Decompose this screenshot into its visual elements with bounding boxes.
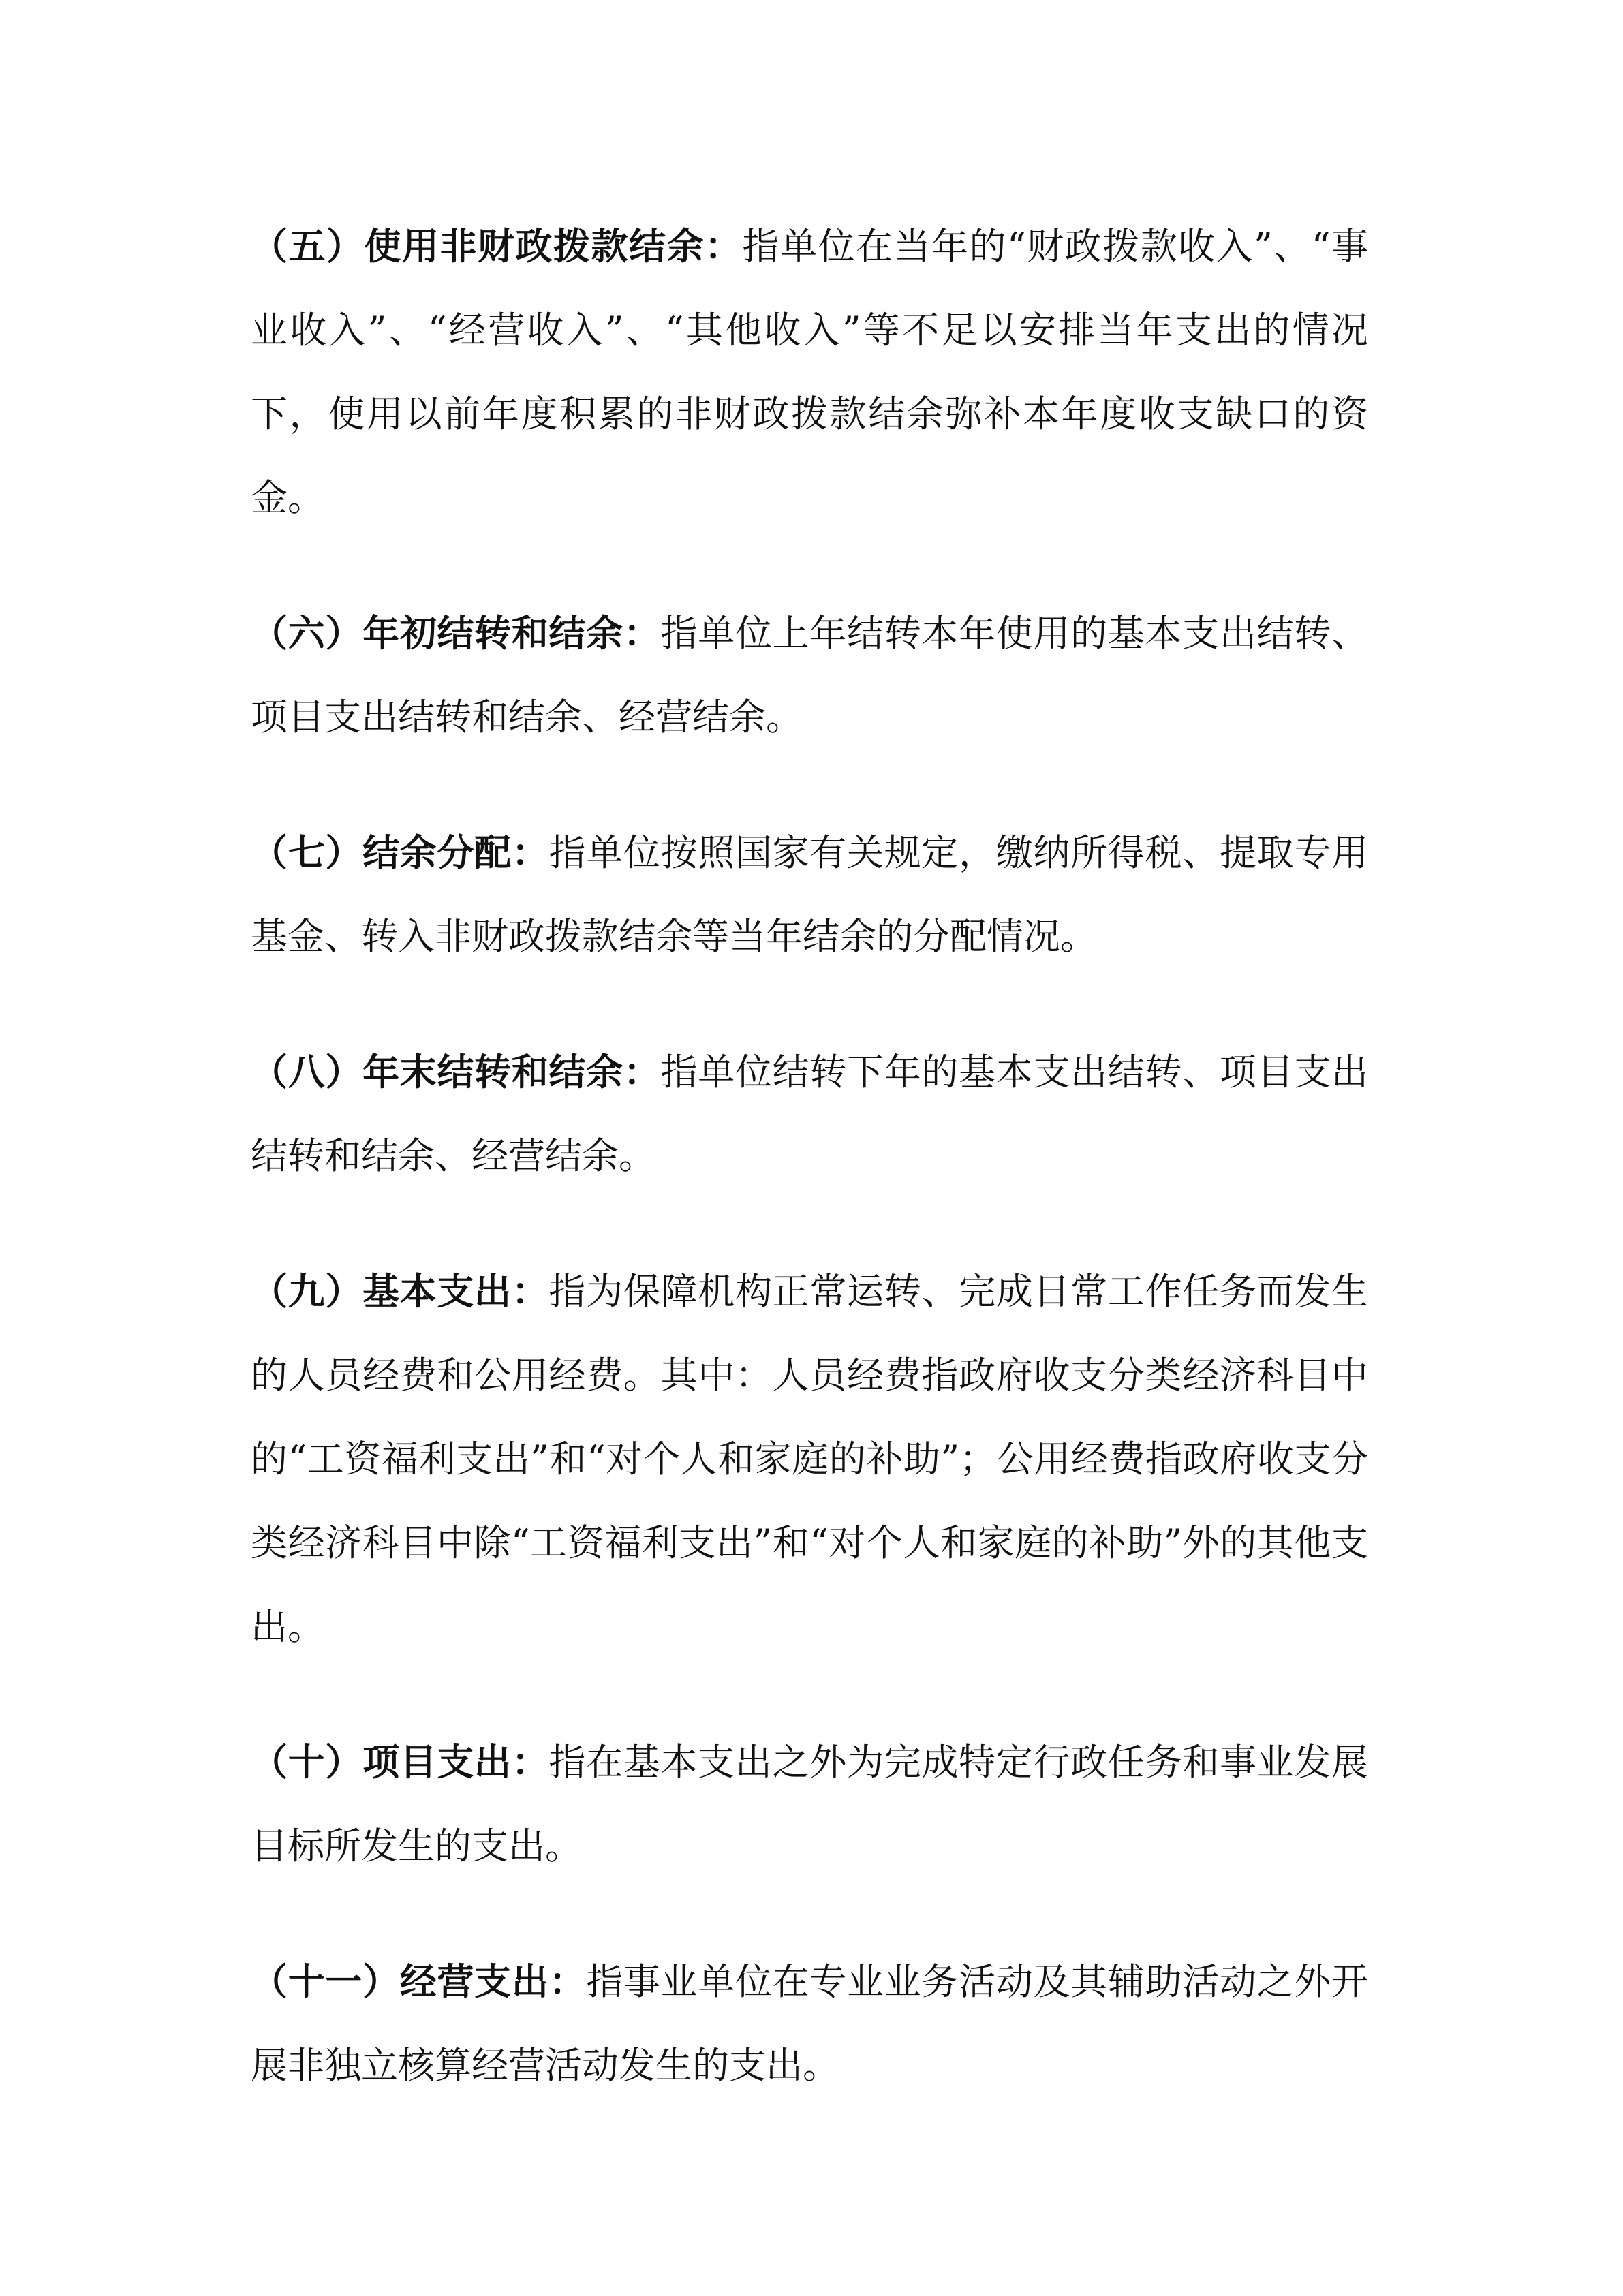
paragraph-5 (251, 204, 1368, 540)
paragraph-6 (251, 591, 1368, 759)
paragraph-text: 指为保障机构正常运转、完成日常工作任务而发生的人员经费和公用经费。其中：人员经费指政府收支分类经济科目中的“工资福利支出”和“对个人和家庭的补助”；公用经费指政府收支分类经济科目中除“工资福利支出”和“对个人和家庭的补助”外的其他支出。 (251, 1270, 1369, 1648)
paragraph-text: 指单位上年结转本年使用的基本支出结转、项目支出结转和结余、经营结余。 (251, 612, 1369, 739)
paragraph-term: （十一）经营支出： (251, 1959, 587, 2003)
paragraph-term: （七）结余分配： (251, 831, 549, 874)
paragraph-term: （九）基本支出： (251, 1269, 549, 1313)
paragraph-text: 指在基本支出之外为完成特定行政任务和事业发展目标所发生的支出。 (251, 1741, 1369, 1867)
paragraph-10 (251, 1720, 1368, 1888)
paragraph-8 (251, 1030, 1368, 1198)
paragraph-11 (251, 1940, 1368, 2107)
paragraph-text: 指事业单位在专业业务活动及其辅助活动之外开展非独立核算经营活动发生的支出。 (251, 1960, 1369, 2087)
paragraph-term: （八）年末结转和结余： (251, 1050, 661, 1093)
paragraph-text: 指单位按照国家有关规定，缴纳所得税、提取专用基金、转入非财政拨款结余等当年结余的分配情况。 (251, 831, 1369, 958)
paragraph-term: （十）项目支出： (251, 1740, 549, 1784)
paragraph-term: （六）年初结转和结余： (251, 611, 661, 655)
paragraph-term: （五）使用非财政拨款结余： (251, 224, 743, 268)
document-body (251, 204, 1368, 2159)
paragraph-text: 指单位在当年的“财政拨款收入”、“事业收入”、“经营收入”、“其他收入”等不足以安排当年支出的情况下，使用以前年度积累的非财政拨款结余弥补本年度收支缺口的资金。 (251, 225, 1368, 519)
paragraph-7 (251, 811, 1368, 978)
paragraph-text: 指单位结转下年的基本支出结转、项目支出结转和结余、经营结余。 (251, 1051, 1369, 1177)
paragraph-9 (251, 1250, 1368, 1669)
